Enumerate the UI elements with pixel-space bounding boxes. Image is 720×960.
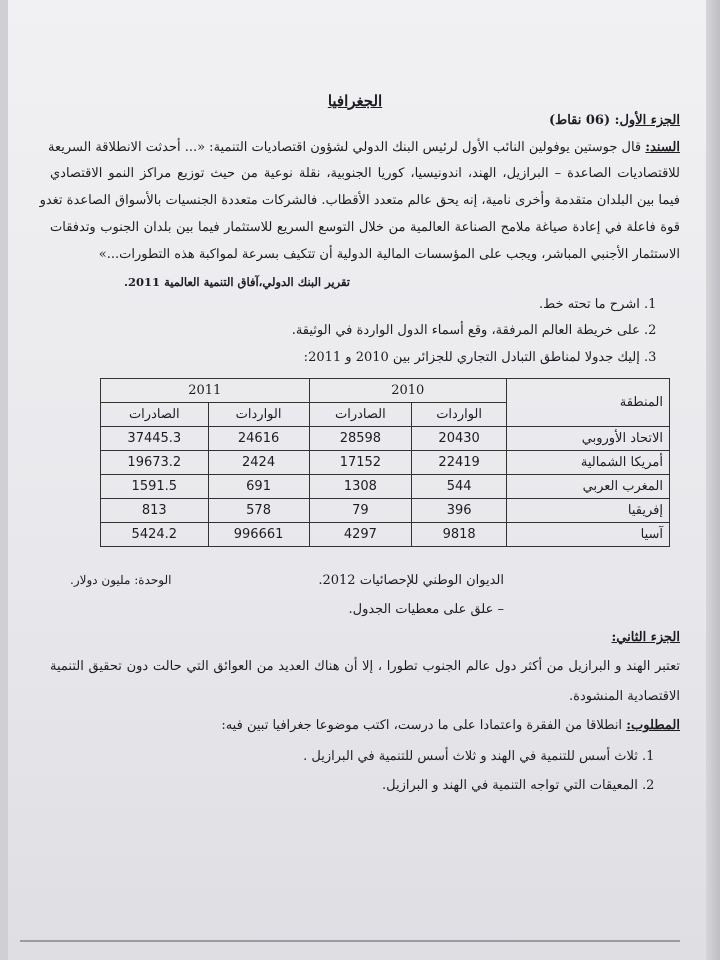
question-2 xyxy=(292,323,666,338)
table-header-region: المنطقة xyxy=(507,379,670,427)
required-item-1-number: 1. xyxy=(642,749,655,764)
table-cell: 22419 xyxy=(412,451,507,475)
table-cell: 20430 xyxy=(412,427,507,451)
table-row xyxy=(101,451,670,475)
table-cell: 24616 xyxy=(208,427,309,451)
table-cell: 9818 xyxy=(412,523,507,547)
doc-label: السند: xyxy=(645,140,680,155)
table-cell-region: المغرب العربي xyxy=(507,475,670,499)
required-line xyxy=(221,718,680,733)
table-row xyxy=(101,427,670,451)
table-cell: 4297 xyxy=(309,523,412,547)
table-cell: 2424 xyxy=(208,451,309,475)
required-item-2 xyxy=(382,778,664,793)
table-cell: 813 xyxy=(101,499,209,523)
table-cell-region: الاتحاد الأوروبي xyxy=(507,427,670,451)
doc-text-1: قال جوستين يوفولين النائب الأول لرئيس البنك الدولي لشؤون اقتصاديات التنمية: «... أحدثت الانطلاقة السريعة xyxy=(48,140,642,155)
required-text: انطلاقا من الفقرة واعتمادا على ما درست، اكتب موضوعا جغرافيا تبين فيه: xyxy=(221,718,627,733)
question-1 xyxy=(539,297,666,312)
question-3-number: 3. xyxy=(644,350,657,365)
table-cell: 19673.2 xyxy=(101,451,209,475)
doc-line-3: فيما بين البلدان متقدمة وأخرى نامية، إنه يحق عالم متعدد الأقطاب. فالشركات متعددة الجنسيات بالأسواق الصاعدة تغدو xyxy=(39,193,680,208)
table-cell: 691 xyxy=(208,475,309,499)
table-row xyxy=(101,475,670,499)
table-cell: 578 xyxy=(208,499,309,523)
table-source: الديوان الوطني للإحصائيات 2012. xyxy=(318,573,504,588)
table-cell-region: آسيا xyxy=(507,523,670,547)
part1-label: الجزء الأول xyxy=(619,113,680,128)
doc-line-2: للاقتصاديات الصاعدة – البرازيل، الهند، اندونيسيا، كوريا الجنوبية، نقلة نوعية من حيث توزيع مراكز النمو الاقتصادي xyxy=(50,166,680,181)
question-2-text: على خريطة العالم المرفقة، وقع أسماء الدول الواردة في الوثيقة. xyxy=(291,323,640,338)
bottom-divider xyxy=(20,940,680,942)
table-cell: 5424.2 xyxy=(101,523,209,547)
table-header-2011: 2011 xyxy=(101,379,310,403)
part2-line-1: تعتبر الهند و البرازيل من أكثر دول عالم الجنوب تطورا ، إلا أن هناك العديد من العوائق التي حالت دون تحقيق التنمية xyxy=(50,659,680,674)
table-subheader-imports-2010: الواردات xyxy=(412,403,507,427)
doc-line-1 xyxy=(50,140,680,155)
exam-content xyxy=(30,0,680,960)
part1-heading xyxy=(549,113,680,128)
part2-line-2: الاقتصادية المنشودة. xyxy=(569,689,680,704)
question-3 xyxy=(304,350,666,365)
table-cell: 544 xyxy=(412,475,507,499)
table-cell: 79 xyxy=(309,499,412,523)
required-item-1 xyxy=(303,749,664,764)
table-cell-region: إفريقيا xyxy=(507,499,670,523)
table-cell: 37445.3 xyxy=(101,427,209,451)
trade-table xyxy=(100,378,670,547)
question-3-text: إليك جدولا لمناطق التبادل التجاري للجزائر بين 2010 و 2011: xyxy=(303,350,640,365)
part1-points: : (06 نقاط) xyxy=(549,113,620,128)
question-1-number: 1. xyxy=(644,297,657,312)
page-title: الجغرافيا xyxy=(327,92,383,110)
table-row xyxy=(101,499,670,523)
required-item-2-number: 2. xyxy=(642,778,655,793)
doc-source: تقرير البنك الدولي،آفاق التنمية العالمية 2011. xyxy=(124,275,350,289)
table-cell: 396 xyxy=(412,499,507,523)
table-cell: 1308 xyxy=(309,475,412,499)
table-cell: 28598 xyxy=(309,427,412,451)
table-subheader-exports-2010: الصادرات xyxy=(309,403,412,427)
table-cell-region: أمريكا الشمالية xyxy=(507,451,670,475)
page-edge xyxy=(0,0,8,960)
table-row xyxy=(101,523,670,547)
required-label: المطلوب: xyxy=(626,718,680,733)
table-header-2010: 2010 xyxy=(309,379,506,403)
table-cell: 17152 xyxy=(309,451,412,475)
table-unit: الوحدة: مليون دولار. xyxy=(70,573,172,587)
table-cell: 1591.5 xyxy=(101,475,209,499)
binder-edge xyxy=(706,0,720,960)
question-1-text: اشرح ما تحته خط. xyxy=(539,297,640,312)
doc-line-4: قوة فاعلة في إعادة صياغة ملامح الصناعة العالمية من خلال التوسع السريع للاستثمار فيما بين بلدان الجنوب وتدفقات xyxy=(50,220,680,235)
required-item-1-text: ثلاث أسس للتنمية في الهند و ثلاث أسس للتنمية في البرازيل . xyxy=(303,749,638,764)
table-subheader-exports-2011: الصادرات xyxy=(101,403,209,427)
question-2-number: 2. xyxy=(644,323,657,338)
part2-heading: الجزء الثاني: xyxy=(611,630,680,645)
doc-line-5: الاستثمار الأجنبي المباشر، ويجب على المؤسسات المالية الدولية أن تتكيف بسرعة لمواكبة هذه التطورات...» xyxy=(98,247,680,262)
table-comment-task: – علق على معطيات الجدول. xyxy=(348,602,504,617)
required-item-2-text: المعيقات التي تواجه التنمية في الهند و البرازيل. xyxy=(381,778,638,793)
table-cell: 996661 xyxy=(208,523,309,547)
table-subheader-imports-2011: الواردات xyxy=(208,403,309,427)
